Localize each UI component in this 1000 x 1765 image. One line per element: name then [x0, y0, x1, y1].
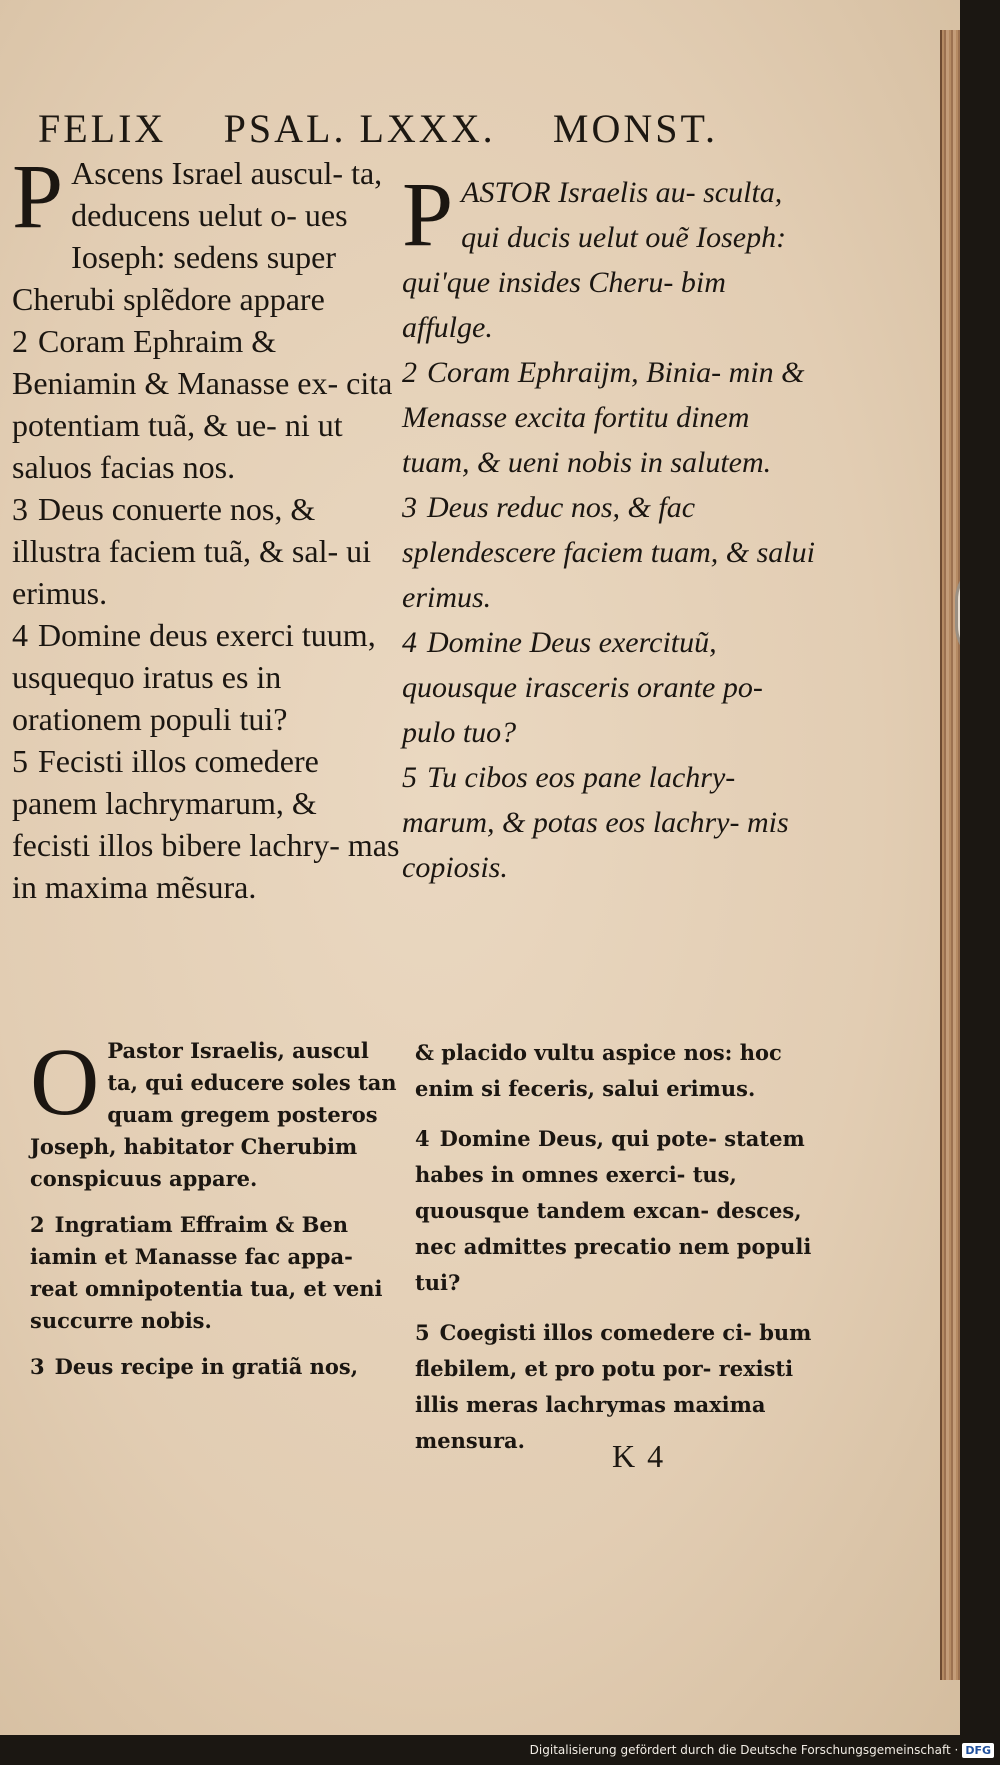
latin-left-column — [12, 145, 400, 908]
verse-number: 5 — [402, 761, 417, 794]
verse-text: Domine deus exerci tuum, usquequo iratus es in orationem populi tui? — [12, 617, 376, 737]
verse-text: Ascens Israel auscul- ta, deducens uelut o- ues Ioseph: sedens super Cherubi splẽdore appare — [12, 155, 383, 317]
dfg-logo: DFG — [962, 1743, 994, 1758]
verse-text: Pastor Israelis, auscul ta, qui educere soles tan quam gregem posteros Joseph, habitator Cherubim conspicuus appare. — [30, 1038, 397, 1191]
verse-number: 3 — [12, 491, 28, 527]
verse — [402, 620, 822, 755]
header-center: PSAL. LXXX. — [223, 105, 496, 151]
verse-number: 3 — [402, 491, 417, 524]
verse-text: Coram Ephraim & Beniamin & Manasse ex- cita potentiam tuã, & ue- ni ut saluos facias nos. — [12, 323, 393, 485]
verse — [12, 320, 400, 488]
verse-text: Tu cibos eos pane lachry- marum, & potas eos lachry- mis copiosis. — [402, 761, 789, 884]
gothic-right-column — [415, 1035, 825, 1459]
verse — [12, 740, 400, 908]
verse — [30, 1209, 400, 1337]
verse — [30, 1351, 400, 1383]
verse — [402, 350, 822, 485]
verse — [402, 163, 822, 350]
verse — [402, 485, 822, 620]
verse-text: Deus recipe in gratiã nos, — [54, 1354, 359, 1379]
verse — [415, 1121, 825, 1301]
running-header — [38, 104, 718, 152]
digitization-footer — [0, 1735, 1000, 1765]
header-right: MONST. — [552, 105, 718, 151]
verse-number: 4 — [402, 626, 417, 659]
verse-number: 5 — [12, 743, 28, 779]
verse-text: Ingratiam Effraim & Ben iamin et Manasse fac appa- reat omnipotentia tua, et veni succurre nobis. — [30, 1212, 383, 1333]
verse — [30, 1028, 400, 1195]
page-edge — [940, 30, 960, 1680]
verse-text: Domine Deus exercituũ, quousque irasceris orante po- pulo tuo? — [402, 626, 763, 749]
gothic-left-column — [30, 1028, 400, 1383]
verse-number: 3 — [30, 1354, 45, 1379]
verse-text: Coram Ephraijm, Binia- min & Menasse excita fortitu dinem tuam, & ueni nobis in salutem. — [402, 356, 805, 479]
verse-number: 4 — [415, 1126, 430, 1151]
footer-text: Digitalisierung gefördert durch die Deutsche Forschungsgemeinschaft · — [529, 1743, 959, 1757]
drop-initial: P — [402, 163, 454, 265]
verse — [12, 614, 400, 740]
verse — [12, 488, 400, 614]
verse-number: 2 — [402, 356, 417, 389]
verse-text: & placido vultu aspice nos: hoc enim si feceris, salui erimus. — [415, 1040, 782, 1101]
signature-mark: K 4 — [612, 1438, 666, 1474]
verse — [402, 755, 822, 890]
verse-text: Deus conuerte nos, & illustra faciem tuã, & sal- ui erimus. — [12, 491, 371, 611]
verse-text: Coegisti illos comedere ci- bum flebilem, et pro potu por- rexisti illis meras lachrymas maxima mensura. — [415, 1320, 812, 1453]
verse-text: Domine Deus, qui pote- statem habes in omnes exerci- tus, quousque tandem excan- desces, nec admittes precatio nem populi tui? — [415, 1126, 812, 1295]
verse-number: 2 — [30, 1212, 45, 1237]
verse-text: Fecisti illos comedere panem lachrymarum, & fecisti illos bibere lachry- mas in maxima mẽsura. — [12, 743, 400, 905]
verse — [12, 145, 400, 320]
verse-number: 4 — [12, 617, 28, 653]
header-left: FELIX — [38, 105, 167, 151]
latin-right-column — [402, 163, 822, 890]
verse-number: 2 — [12, 323, 28, 359]
verse-text: Deus reduc nos, & fac splendescere faciem tuam, & salui erimus. — [402, 491, 815, 614]
verse-text: ASTOR Israelis au- scultа, qui ducis uelut ouẽ Ioseph: qui'que insides Cheru- bim affulge. — [402, 176, 787, 344]
verse — [415, 1035, 825, 1107]
verse-number: 5 — [415, 1320, 430, 1345]
drop-initial: P — [12, 145, 64, 247]
drop-initial: O — [30, 1028, 100, 1135]
